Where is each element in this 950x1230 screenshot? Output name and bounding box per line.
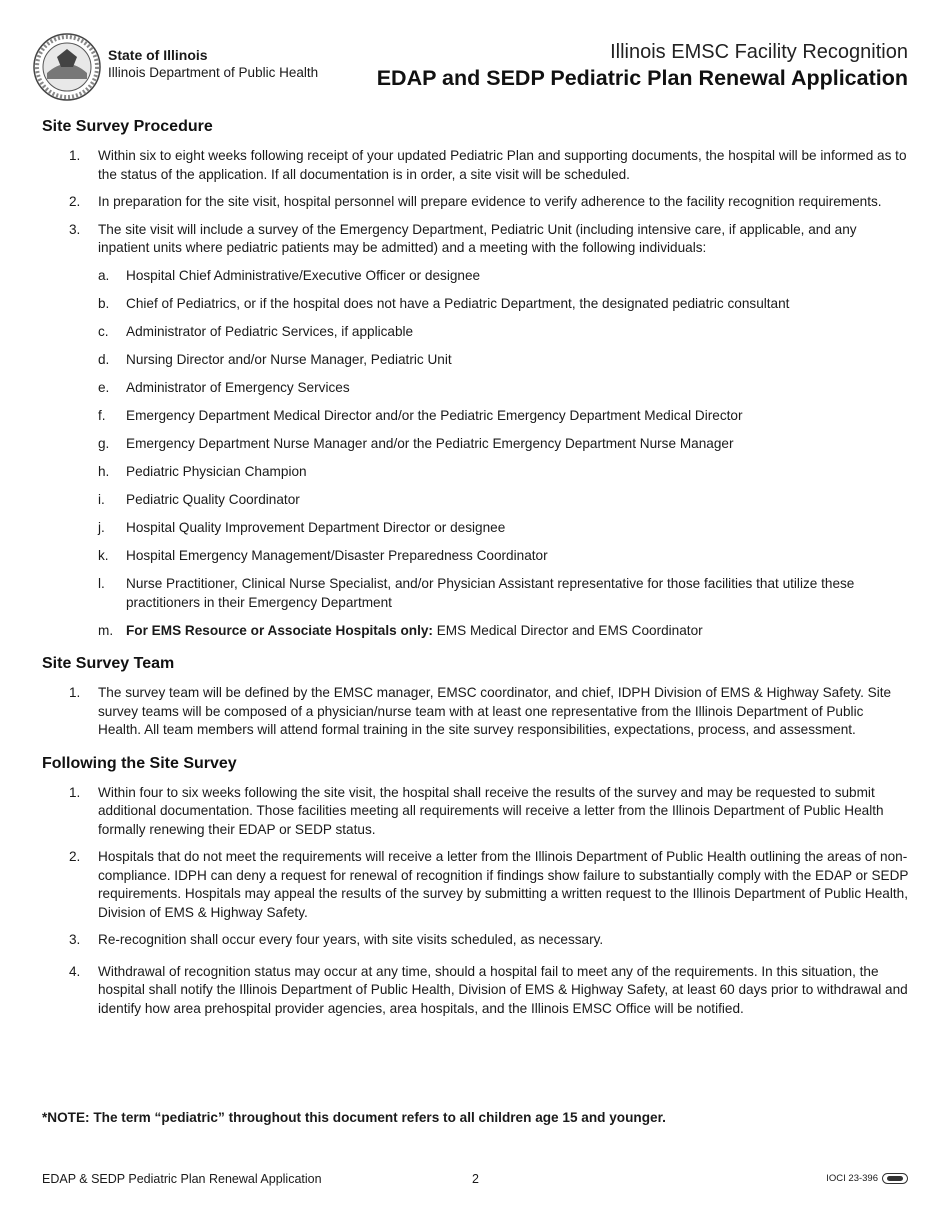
sub-text: Pediatric Physician Champion [126, 464, 307, 479]
item-text: Within six to eight weeks following receipt of your updated Pediatric Plan and supporting documents, the hospital will be informed as to the status of the application. If all documentation is in order, a site visit will be scheduled. [98, 148, 907, 182]
following-survey-section [42, 753, 910, 1019]
list-item [42, 784, 910, 840]
item-number: 1. [69, 685, 81, 700]
sub-item [42, 622, 910, 641]
item-number: 3. [69, 221, 81, 237]
document-titles [377, 40, 908, 92]
item-number: 1. [69, 148, 81, 163]
sub-rest: EMS Medical Director and EMS Coordinator [432, 622, 703, 638]
sub-text [126, 622, 910, 641]
document-title: EDAP and SEDP Pediatric Plan Renewal Application [376, 66, 908, 90]
sub-text: Administrator of Emergency Services [126, 380, 350, 395]
sub-letter: j. [98, 520, 105, 535]
program-title: Illinois EMSC Facility Recognition [610, 41, 908, 63]
sub-letter: m. [98, 622, 114, 638]
item-number: 4. [69, 963, 81, 979]
sub-text: Hospital Chief Administrative/Executive Officer or designee [126, 268, 481, 283]
sub-letter: l. [98, 576, 105, 591]
sub-text: Hospital Emergency Management/Disaster Preparedness Coordinator [126, 548, 548, 563]
sub-text: Chief of Pediatrics, or if the hospital does not have a Pediatric Department, the designated pediatric consultant [126, 296, 790, 311]
sub-text: Emergency Department Medical Director and/or the Pediatric Emergency Department Medical Director [126, 408, 743, 423]
state-seal-icon [33, 33, 101, 101]
site-survey-team-section [42, 653, 910, 740]
agency-department: Illinois Department of Public Health [108, 65, 319, 80]
agency-state: State of Illinois [108, 47, 208, 63]
item-text: Withdrawal of recognition status may occur at any time, should a hospital fail to meet any of the requirements. In this situation, the hospital shall notify the Illinois Department of Public Health, Division of EMS & Highway Safety, at least 60 days prior to withdrawal and identify how area prehospital provider agencies, area hospitals, and the Illinois EMSC Office will be notified. [98, 963, 908, 1016]
sub-letter: b. [98, 296, 110, 311]
sub-item [42, 267, 910, 286]
union-bug-icon [882, 1173, 908, 1184]
list-item [42, 848, 910, 922]
item-number: 1. [69, 784, 81, 800]
sub-item [42, 295, 910, 314]
agency-block [108, 47, 318, 81]
list-item [42, 931, 910, 950]
sub-letter: c. [98, 324, 109, 339]
sub-item [42, 435, 910, 454]
print-code: IOCI 23-396 [826, 1173, 878, 1184]
section-heading: Following the Site Survey [42, 754, 237, 772]
item-number: 3. [69, 932, 81, 947]
item-text: The survey team will be defined by the EMSC manager, EMSC coordinator, and chief, IDPH Division of EMS & Highway Safety. Site survey teams will be composed of a physician/nurse team with at least one representative from the Illinois Department of Public Health. All team members will attend formal training in the site survey responsibilities, expectations, process, and assessment. [98, 685, 892, 737]
page-footer [42, 1172, 908, 1190]
sub-letter: i. [98, 492, 105, 507]
sub-item [42, 463, 910, 482]
sub-lead-bold: For EMS Resource or Associate Hospitals only: [126, 622, 433, 638]
item-text: The site visit will include a survey of the Emergency Department, Pediatric Unit (including intensive care, if applicable, and any inpatient units where pediatric patients may be admitted) and a meeting with the following individuals: [98, 221, 857, 255]
sub-letter: a. [98, 268, 110, 283]
sub-text: Nursing Director and/or Nurse Manager, Pediatric Unit [126, 352, 452, 367]
sub-letter: d. [98, 352, 110, 367]
list-item [42, 963, 910, 1019]
section-heading: Site Survey Procedure [42, 118, 213, 135]
item-number: 2. [69, 849, 81, 864]
sub-item [42, 547, 910, 566]
numbered-list [42, 147, 910, 640]
item-number: 2. [69, 194, 81, 209]
page-header [0, 0, 950, 110]
item-text: Within four to six weeks following the site visit, the hospital shall receive the results of the survey and may be requested to submit additional documentation. Those facilities meeting all requirements will receive a letter from the Illinois Department of Public Health formally renewing their EDAP or SEDP status. [98, 784, 884, 837]
sub-letter: f. [98, 408, 106, 423]
sub-text: Nurse Practitioner, Clinical Nurse Specialist, and/or Physician Assistant representative for those facilities that utilize these practitioners in their Emergency Department [126, 576, 855, 610]
list-item [42, 221, 910, 258]
list-item [42, 193, 910, 212]
site-survey-procedure-section [42, 116, 910, 640]
sub-letter: k. [98, 548, 109, 563]
item-text: Hospitals that do not meet the requirements will receive a letter from the Illinois Department of Public Health outlining the areas of non-compliance. IDPH can deny a request for renewal of recognition if findings show failure to substantially comply with the EDAP or SEDP requirements. Hospitals may appeal the results of the survey by submitting a written request to the Illinois Department of Public Health, Division of EMS & Highway Safety. [98, 849, 909, 920]
footer-code-block [826, 1173, 908, 1184]
section-heading: Site Survey Team [42, 655, 175, 672]
sub-item [42, 491, 910, 510]
sub-letter: g. [98, 436, 110, 451]
sub-text: Hospital Quality Improvement Department Director or designee [126, 520, 506, 535]
sub-letter: h. [98, 464, 110, 479]
list-item [42, 684, 910, 740]
page-number: 2 [472, 1172, 479, 1186]
footer-doc-name: EDAP & SEDP Pediatric Plan Renewal Application [42, 1172, 322, 1186]
sub-item [42, 351, 910, 370]
item-text: In preparation for the site visit, hospital personnel will prepare evidence to verify adherence to the facility recognition requirements. [98, 194, 882, 209]
sub-item [42, 575, 910, 612]
sub-item [42, 379, 910, 398]
sub-item [42, 323, 910, 342]
sub-letter: e. [98, 380, 110, 395]
page-content [42, 116, 910, 1024]
sub-item [42, 407, 910, 426]
sub-item [42, 519, 910, 538]
pediatric-note: *NOTE: The term “pediatric” throughout this document refers to all children age 15 and younger. [42, 1110, 666, 1125]
sub-text: Administrator of Pediatric Services, if applicable [126, 324, 414, 339]
list-item [42, 147, 910, 184]
item-text: Re-recognition shall occur every four years, with site visits scheduled, as necessary. [98, 932, 604, 947]
sub-text: Pediatric Quality Coordinator [126, 492, 300, 507]
sub-text: Emergency Department Nurse Manager and/or the Pediatric Emergency Department Nurse Manager [126, 436, 734, 451]
